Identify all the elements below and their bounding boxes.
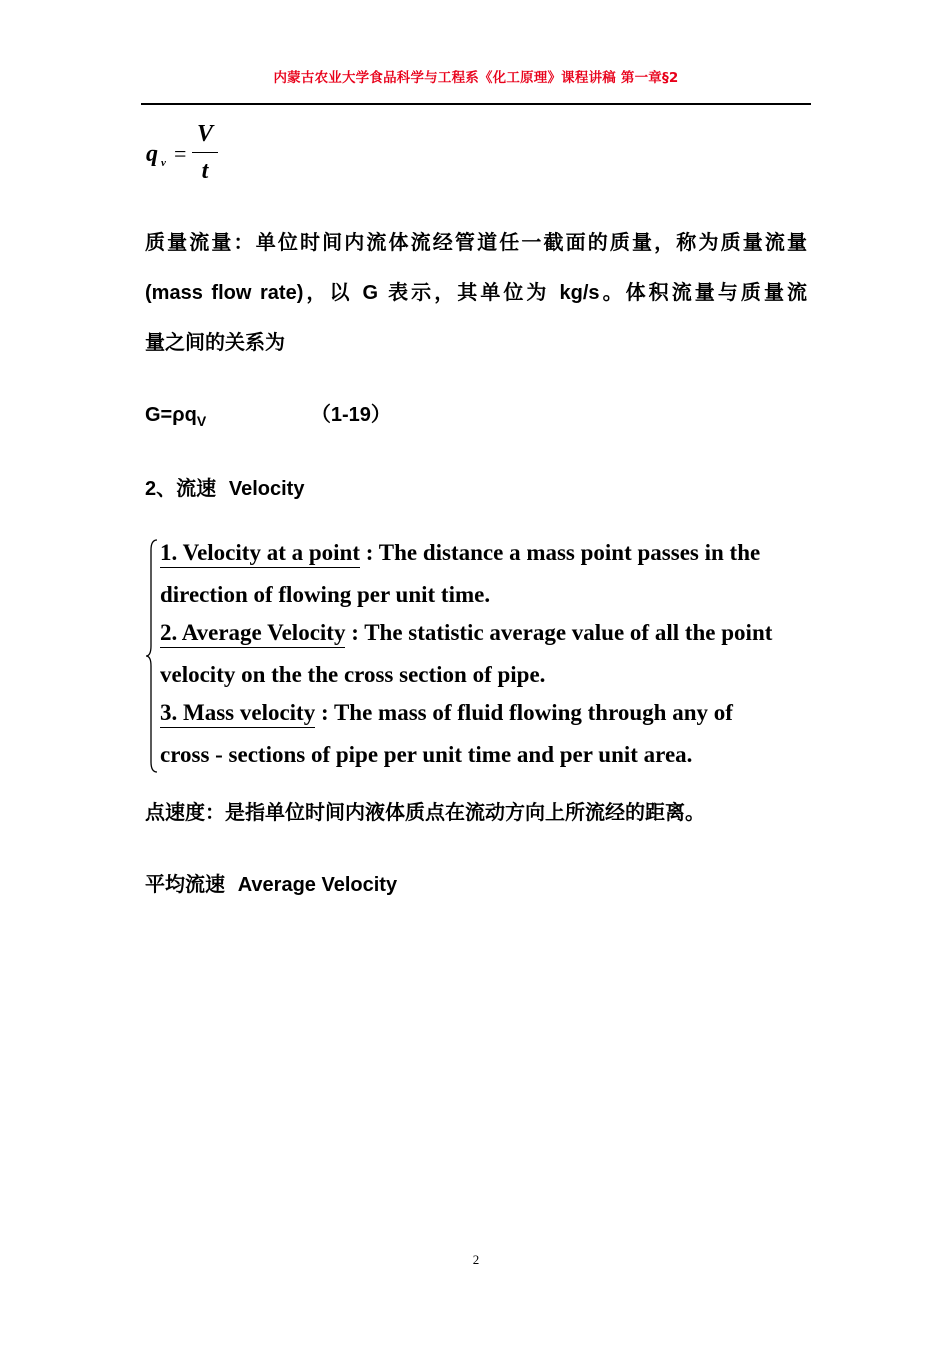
header-divider bbox=[141, 103, 811, 105]
average-velocity-en: Average Velocity bbox=[237, 874, 398, 896]
equation-label: 1-19 bbox=[330, 404, 371, 426]
definition-1-line-1 bbox=[160, 540, 760, 566]
definition-3-line-2: cross - sections of pipe per unit time and per unit area. bbox=[160, 742, 693, 767]
formula-equals: = bbox=[174, 141, 187, 166]
formula-fraction-bar bbox=[192, 152, 218, 153]
left-brace-icon bbox=[146, 538, 158, 774]
definition-3-term: 3. Mass velocity bbox=[160, 700, 316, 725]
equation-main: G=ρq bbox=[145, 404, 197, 426]
page-header: 内蒙古农业大学食品科学与工程系《化工原理》课程讲稿 第一章§2 bbox=[273, 70, 679, 86]
formula-numerator: V bbox=[196, 121, 213, 147]
definition-3-line-1 bbox=[160, 700, 733, 726]
formula-volumetric-flow bbox=[146, 121, 266, 191]
mass-flow-text-c: 。体积流量与质量流 bbox=[599, 280, 807, 304]
average-velocity-cn: 平均流速 bbox=[145, 872, 225, 896]
definition-2-line-2: velocity on the the cross section of pipe. bbox=[160, 662, 546, 687]
formula-q: q bbox=[146, 141, 158, 167]
point-velocity-text: 点速度：是指单位时间内液体质点在流动方向上所流经的距离。 bbox=[145, 800, 705, 824]
mass-flow-line-2 bbox=[145, 276, 807, 305]
mass-flow-term: (mass flow rate) bbox=[145, 282, 304, 304]
equation-subscript: V bbox=[196, 413, 207, 429]
equation-label-open: （ bbox=[310, 402, 331, 426]
page-number: 2 bbox=[472, 1252, 480, 1267]
definition-1-text: : The distance a mass point passes in the bbox=[359, 540, 761, 565]
definition-1-line-2: direction of flowing per unit time. bbox=[160, 582, 491, 607]
definition-2-text: : The statistic average value of all the point bbox=[345, 620, 773, 645]
mass-flow-text-b: 表示，其单位为 bbox=[378, 280, 560, 304]
mass-flow-unit: kg/s bbox=[559, 282, 600, 304]
definition-2-line-1 bbox=[160, 620, 772, 646]
equation-1-19 bbox=[145, 398, 391, 429]
formula-q-subscript: v bbox=[161, 157, 166, 169]
mass-flow-line-1: 质量流量：单位时间内流体流经管道任一截面的质量，称为质量流量 bbox=[145, 230, 807, 254]
definition-2-term: 2. Average Velocity bbox=[160, 620, 346, 645]
section-velocity-heading bbox=[145, 472, 304, 501]
mass-flow-line-3: 量之间的关系为 bbox=[145, 330, 285, 354]
equation-label-close: ） bbox=[370, 402, 391, 426]
mass-flow-symbol: G bbox=[362, 282, 379, 304]
section-title-cn: 流速 bbox=[176, 476, 217, 500]
section-number: 2、 bbox=[145, 478, 177, 500]
velocity-definitions-block bbox=[146, 536, 846, 776]
average-velocity-heading bbox=[145, 868, 397, 897]
formula-denominator: t bbox=[201, 158, 209, 184]
section-title-en: Velocity bbox=[228, 478, 305, 500]
definition-1-term: 1. Velocity at a point bbox=[160, 540, 360, 565]
mass-flow-text-a: ，以 bbox=[303, 280, 363, 304]
definition-3-text: : The mass of fluid flowing through any of bbox=[315, 700, 733, 725]
